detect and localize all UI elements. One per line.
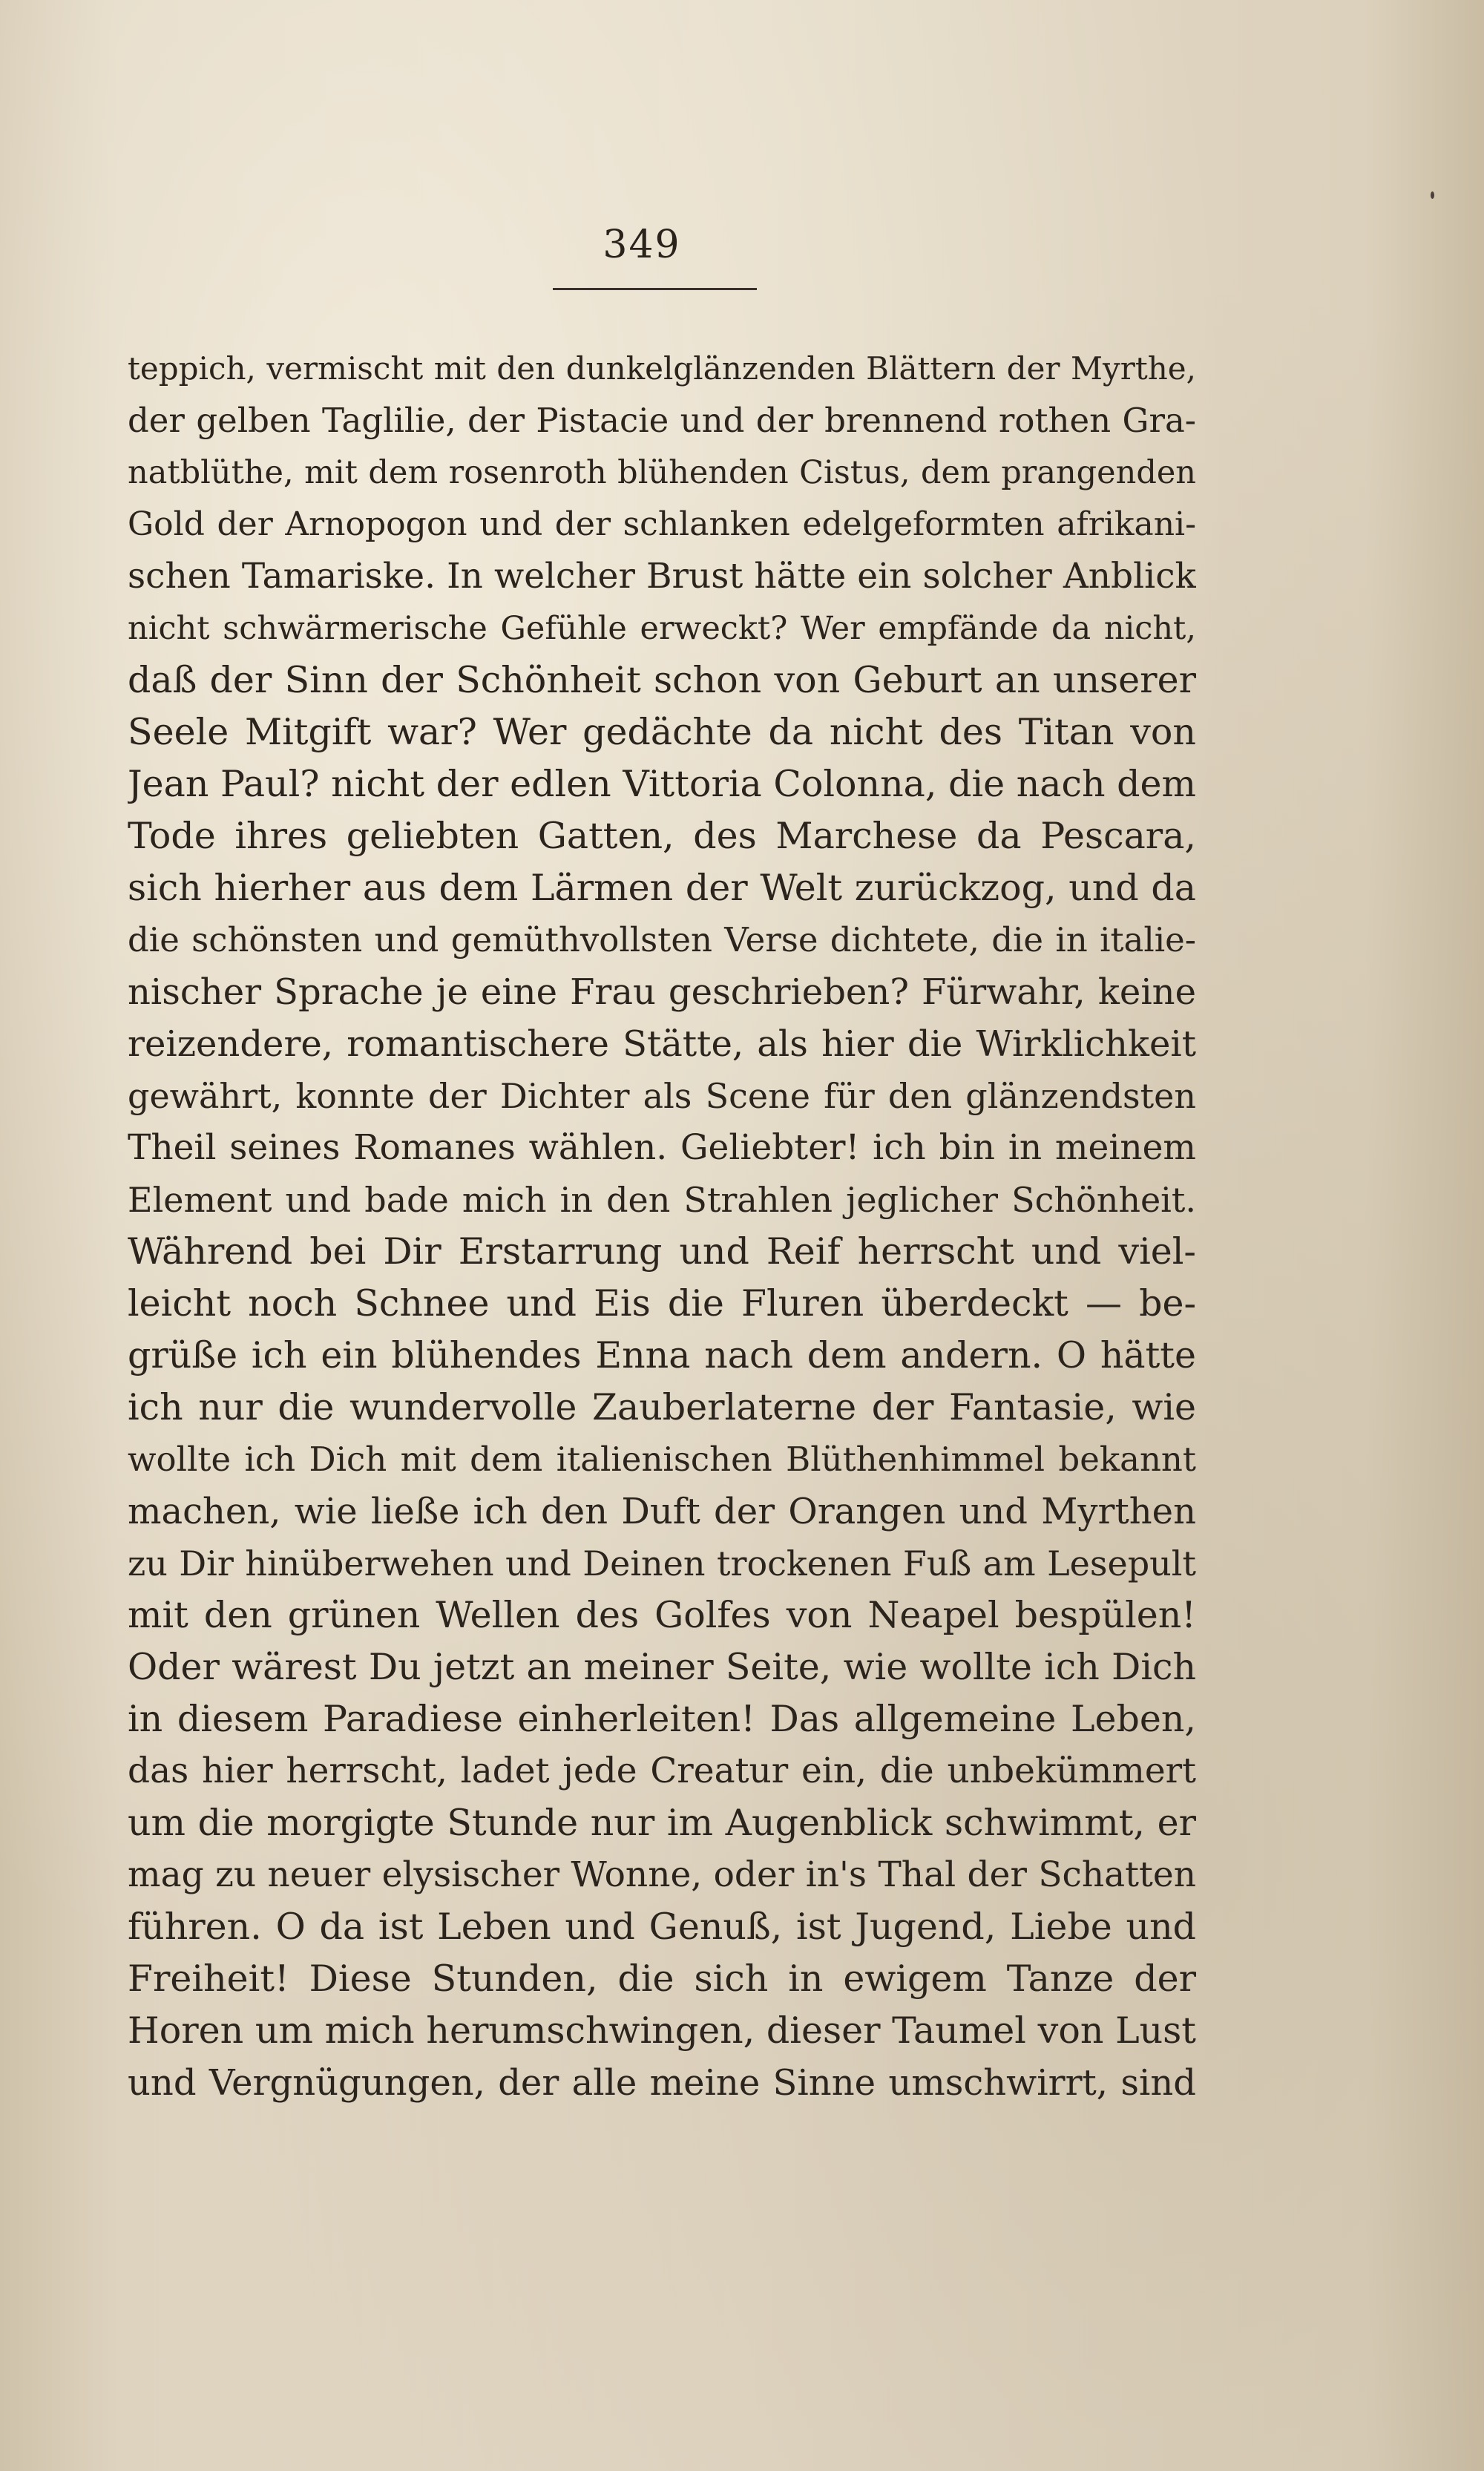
text-line: leicht noch Schnee und Eis die Fluren überdeckt — be- xyxy=(128,1282,1196,1325)
text-line: der gelben Taglilie, der Pistacie und der brennend rothen Gra- xyxy=(128,401,1196,440)
paper-speck xyxy=(1431,191,1434,199)
text-line: grüße ich ein blühendes Enna nach dem andern. O hätte xyxy=(128,1334,1196,1376)
text-line: das hier herrscht, ladet jede Creatur ein, die unbekümmert xyxy=(128,1750,1196,1791)
text-line: Tode ihres geliebten Gatten, des Marchese da Pescara, xyxy=(128,815,1196,857)
text-line: nicht schwärmerische Gefühle erweckt? Wer empfände da nicht, xyxy=(128,610,1196,647)
text-line: in diesem Paradiese einherleiten! Das allgemeine Leben, xyxy=(128,1698,1196,1740)
text-line: und Vergnügungen, der alle meine Sinne umschwirrt, sind xyxy=(128,2062,1196,2104)
text-line: mit den grünen Wellen des Golfes von Neapel bespülen! xyxy=(128,1594,1196,1636)
text-line: ich nur die wundervolle Zauberlaterne der Fantasie, wie xyxy=(128,1386,1196,1428)
text-line: die schönsten und gemüthvollsten Verse dichtete, die in italie- xyxy=(128,920,1196,959)
text-line: Freiheit! Diese Stunden, die sich in ewigem Tanze der xyxy=(128,1958,1196,2000)
text-line: gewährt, konnte der Dichter als Scene für den glänzendsten xyxy=(128,1076,1196,1116)
text-line: teppich, vermischt mit den dunkelglänzenden Blättern der Myrthe, xyxy=(128,350,1196,387)
text-line: reizendere, romantischere Stätte, als hier die Wirklichkeit xyxy=(128,1023,1196,1065)
text-line: Während bei Dir Erstarrung und Reif herrscht und viel- xyxy=(128,1230,1196,1273)
text-line: daß der Sinn der Schönheit schon von Geburt an unserer xyxy=(128,659,1196,701)
text-line: Element und bade mich in den Strahlen jeglicher Schönheit. xyxy=(128,1180,1196,1220)
text-line: schen Tamariske. In welcher Brust hätte ein solcher Anblick xyxy=(128,556,1196,597)
text-line: Gold der Arnopogon und der schlanken edelgeformten afrikani- xyxy=(128,505,1196,543)
text-line: natblüthe, mit dem rosenroth blühenden Cistus, dem prangenden xyxy=(128,454,1196,491)
text-line: Horen um mich herumschwingen, dieser Taumel von Lust xyxy=(128,2009,1196,2052)
text-line: nischer Sprache je eine Frau geschrieben? Fürwahr, keine xyxy=(128,971,1196,1013)
text-line: machen, wie ließe ich den Duft der Orangen und Myrthen xyxy=(128,1491,1196,1532)
text-line: Jean Paul? nicht der edlen Vittoria Colonna, die nach dem xyxy=(128,763,1196,805)
text-line: zu Dir hinüberwehen und Deinen trockenen Fuß am Lesepult xyxy=(128,1543,1196,1584)
text-line: führen. O da ist Leben und Genuß, ist Jugend, Liebe und xyxy=(128,1906,1196,1948)
text-line: Oder wärest Du jetzt an meiner Seite, wie wollte ich Dich xyxy=(128,1646,1196,1688)
text-line: um die morgigte Stunde nur im Augenblick schwimmt, er xyxy=(128,1802,1196,1844)
text-line: wollte ich Dich mit dem italienischen Blüthenhimmel bekannt xyxy=(128,1440,1196,1479)
text-line: Theil seines Romanes wählen. Geliebter! ich bin in meinem xyxy=(128,1127,1196,1168)
body-text xyxy=(128,343,1196,2109)
text-line: mag zu neuer elysischer Wonne, oder in's Thal der Schatten xyxy=(128,1854,1196,1895)
text-line: sich hierher aus dem Lärmen der Welt zurückzog, und da xyxy=(128,867,1196,909)
text-line: Seele Mitgift war? Wer gedächte da nicht des Titan von xyxy=(128,711,1196,753)
page-number: 349 xyxy=(603,223,681,267)
header-rule xyxy=(553,288,757,290)
